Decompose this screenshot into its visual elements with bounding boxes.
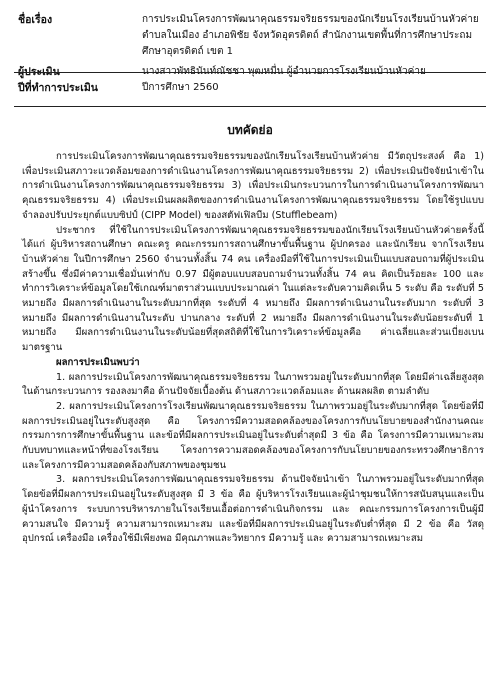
abstract-heading: บทคัดย่อ [227, 123, 273, 137]
abstract-paragraph-objectives: การประเมินโครงการพัฒนาคุณธรรมจริยธรรมของนักเรียนโรงเรียนบ้านหัวค่าย มีวัตถุประสงค์ คือ 1) เพื่อประเมินสภาวะแวดล้อมของการดำเนินงานโครงการพัฒนาคุณธรรมจริยธรรม 2) เพื่อประเมินปัจจัยนำเข้าในการดำเนินงานโครงการพัฒนาคุณธรรมจริยธรรม 3) เพื่อประเมินกระบวนการในการดำเนินงานโครงการพัฒนาคุณธรรมจริยธรรม 4) เพื่อประเมินผลผลิตของการดำเนินงานโครงการพัฒนาคุณธรรมจริยธรรม โดยใช้รูปแบบจำลองปรับประยุกต์แบบซิปป์ (CIPP Model) ของสตัฟเฟิลบีม (Stufflebeam) [22, 151, 484, 221]
title-value: การประเมินโครงการพัฒนาคุณธรรมจริยธรรมของนักเรียนโรงเรียนบ้านหัวค่าย ตำบลในเมือง อำเภอพิชัย จังหวัดอุตรดิตถ์ สำนักงานเขตพื้นที่การศึกษาประถมศึกษาอุตรดิตถ์ เขต 1 [142, 14, 479, 57]
evaluator-value: นางสาวพัทธินันท์ณัชชา พุฒหมื่น ผู้อำนวยการโรงเรียนบ้านหัวค่าย [142, 66, 426, 77]
header-info [18, 12, 484, 96]
evaluator-label: ผู้ประเมิน [18, 66, 60, 78]
year-label: ปีที่ทำการประเมิน [18, 82, 98, 94]
abstract-paragraph-population: ประชากร ที่ใช้ในการประเมินโครงการพัฒนาคุณธรรมจริยธรรมของนักเรียนโรงเรียนบ้านหัวค่ายครั้งนี้ ได้แก่ ผู้บริหารสถานศึกษา คณะครู คณะกรรมการสถานศึกษาขั้นพื้นฐาน ผู้ปกครอง และนักเรียน จากโรงเรียนบ้านหัวค่าย ในปีการศึกษา 2560 จำนวนทั้งสิ้น 74 คน เครื่องมือที่ใช้ในการประเมินเป็นแบบสอบถามที่ผู้ประเมินสร้างขึ้น ซึ่งมีค่าความเชื่อมั่นเท่ากับ 0.97 มีผู้ตอบแบบสอบถามจำนวนทั้งสิ้น 74 คน คิดเป็นร้อยละ 100 และทำการวิเคราะห์ข้อมูลโดยใช้เกณฑ์มาตราส่วนแบบประมาณค่า ในแต่ละระดับความคิดเห็น 5 ระดับ คือ ระดับที่ 5 หมายถึง มีผลการดำเนินงานในระดับมากที่สุด ระดับที่ 4 หมายถึง มีผลการดำเนินงานในระดับมาก ระดับที่ 3 หมายถึง มีผลการดำเนินงานในระดับ ปานกลาง ระดับที่ 2 หมายถึง มีผลการดำเนินงานในระดับน้อยระดับที่ 1 หมายถึง มีผลการดำเนินงานในระดับน้อยที่สุดสถิติที่ใช้ในการวิเคราะห์ข้อมูลคือ ค่าเฉลี่ยและส่วนเบี่ยงเบนมาตรฐาน [22, 224, 484, 354]
divider-top [14, 72, 486, 73]
result-item-2: 2. ผลการประเมินโครงการโรงเรียนพัฒนาคุณธรรมจริยธรรม ในภาพรวมอยู่ในระดับมากที่สุด โดยข้อที่มีผลการประเมินอยู่ในระดับสูงสุด คือ โครงการมีความสอดคล้องของโครงการกับนโยบายของสำนักงานคณะกรรมการการศึกษาขั้นพื้นฐาน และข้อที่มีผลการประเมินอยู่ในระดับต่ำสุดมี 3 ข้อ คือ โครงการมีความเหมาะสมกับบทบาทและหน้าที่ของโรงเรียน โครงการความสอดคล้องของโครงการกับนโยบายของกระทรวงศึกษาธิการ และโครงการมีความสอดคล้องกับสภาพของชุมชน [22, 400, 484, 471]
result-item-3: 3. ผลการประเมินโครงการพัฒนาคุณธรรมจริยธรรม ด้านปัจจัยนำเข้า ในภาพรวมอยู่ในระดับมากที่สุด โดยข้อที่มีผลการประเมินอยู่ในระดับสูงสุด มี 3 ข้อ คือ ผู้บริหารโรงเรียนและผู้นำชุมชนให้การสนับสนุนและเป็นผู้นำโครงการ ระบบการบริหารภายในโรงเรียนเอื้อต่อการดำเนินกิจกรรม และ คณะกรรมการโครงการเป็นผู้มีความสนใจ มีความรู้ ความสามารถเหมาะสม และข้อที่มีผลการประเมินอยู่ในระดับต่ำที่สุด มี 2 ข้อ คือ วัสดุอุปกรณ์ เครื่องมือ เครื่องใช้มีเพียงพอ มีคุณภาพและวิทยากร มีความรู้ และ ความสามารถเหมาะสม [22, 474, 484, 545]
results-heading: ผลการประเมินพบว่า [56, 356, 140, 368]
result-item-1: 1. ผลการประเมินโครงการพัฒนาคุณธรรมจริยธรรม ในภาพรวมอยู่ในระดับมากที่สุด โดยมีค่าเฉลี่ยสูงสุดในด้านกระบวนการ รองลงมาคือ ด้านปัจจัยเบื้องต้น ด้านสภาวะแวดล้อมและ ด้านผลผลิต ตามลำดับ [22, 371, 484, 398]
title-label: ชื่อเรื่อง [18, 14, 53, 26]
divider-bottom [14, 106, 486, 107]
year-value: ปีการศึกษา 2560 [142, 82, 219, 93]
abstract-body [22, 150, 484, 547]
